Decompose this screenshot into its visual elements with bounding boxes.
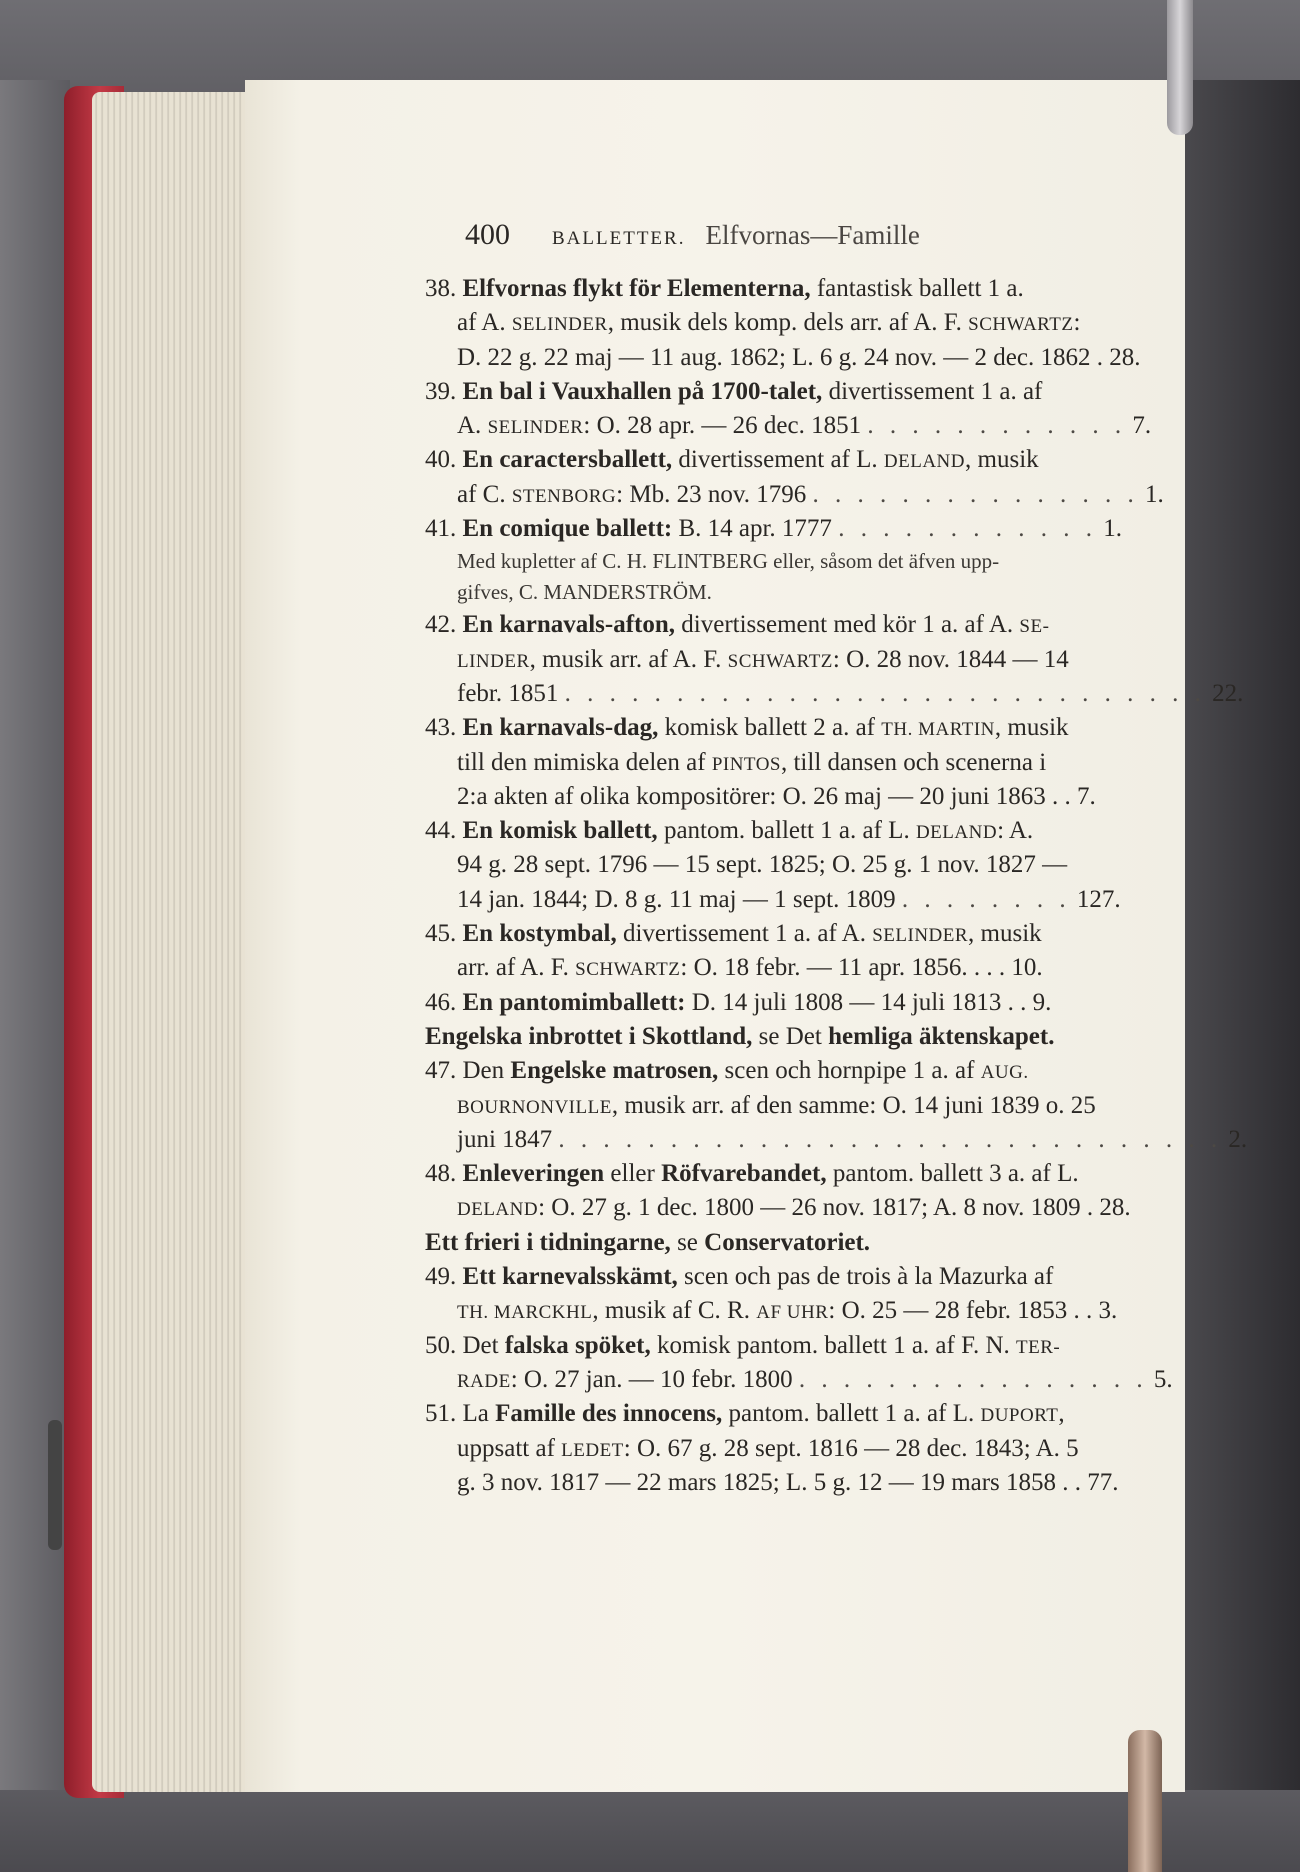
name-text: DELAND [883, 451, 966, 473]
name-text: LINDER [457, 650, 530, 672]
line-text: , musik arr. af den samme: O. 14 juni 1839 o. 25 [611, 1091, 1096, 1119]
entry-line [425, 608, 1230, 642]
title-text: En komisk ballett, [462, 817, 658, 845]
entry-line [425, 272, 1230, 306]
line-text: fantastisk ballett 1 a. [810, 275, 1024, 302]
line-text: : O. 28 nov. 1844 — 14 [832, 645, 1069, 673]
line-text: , musik [994, 714, 1069, 742]
entry-line [425, 917, 1230, 951]
line-text: : O. 27 g. 1 dec. 1800 — 26 nov. 1817; A. 8 nov. 1809 . 28. [538, 1194, 1131, 1222]
line-text: 22. [1205, 679, 1244, 707]
name-text: SELINDER [872, 925, 969, 947]
line-text: , musik [965, 446, 1039, 474]
name-text: SELINDER [487, 417, 584, 439]
title-text: Engelska inbrottet i Skottland, [425, 1022, 753, 1050]
line-text: 49. [425, 1263, 463, 1291]
leader-dots: . . . . . . . . . . . . [838, 515, 1097, 543]
page-subject: Elfvornas—Famille [705, 220, 920, 250]
line-text: se [670, 1228, 705, 1256]
line-text: eller [604, 1160, 662, 1188]
name-text: AUG. [980, 1062, 1029, 1084]
line-text: febr. 1851 [457, 679, 565, 707]
cross-reference-line [425, 1226, 1230, 1260]
line-text: , musik af C. R. [592, 1297, 757, 1325]
name-text: AF UHR [756, 1302, 829, 1324]
note-line [425, 546, 1230, 577]
name-text: SE- [1019, 616, 1050, 638]
page-number: 400 [465, 218, 510, 251]
name-text: TER- [1016, 1336, 1061, 1358]
name-text: TH. MARTIN [881, 719, 995, 741]
leader-dots: . . . . . . . . . . . . [867, 412, 1127, 440]
line-text: : Mb. 23 nov. 1796 [616, 480, 813, 508]
line-text: 47. Den [425, 1057, 511, 1085]
line-text: 1. [1096, 515, 1122, 543]
name-text: SCHWARTZ [575, 959, 681, 981]
entry-line [425, 443, 1230, 477]
line-text: 7. [1126, 412, 1152, 440]
line-text: A. [457, 412, 488, 440]
line-text: 41. [425, 515, 463, 543]
entry-line [425, 1157, 1230, 1191]
title-text: Röfvarebandet, [661, 1160, 827, 1188]
entry-line [425, 375, 1230, 409]
line-text: 51. La [425, 1400, 496, 1428]
entry-line [425, 848, 1230, 882]
line-text: , till dansen och scenerna i [780, 748, 1047, 776]
line-text: uppsatt af [457, 1434, 562, 1462]
name-text: DELAND [915, 822, 998, 844]
entry-line [425, 478, 1230, 512]
line-text: pantom. ballett 3 a. af L. [826, 1160, 1079, 1188]
note-line [425, 577, 1230, 608]
line-text: komisk pantom. ballett 1 a. af F. N. [650, 1331, 1017, 1359]
line-text: 2. [1222, 1125, 1248, 1153]
line-text: 2:a akten af olika kompositörer: O. 26 maj — 20 juni 1863 . . 7. [457, 782, 1096, 810]
entry-line [425, 1329, 1230, 1363]
entry-line [425, 1123, 1248, 1157]
entry-line [425, 306, 1230, 340]
entry-line [425, 643, 1230, 677]
line-text: : O. 67 g. 28 sept. 1816 — 28 dec. 1843; A. 5 [623, 1434, 1079, 1462]
title-text: Enleveringen [462, 1160, 605, 1188]
title-text: Elfvornas flykt för Elementerna, [462, 275, 811, 302]
line-text: 39. [425, 377, 463, 405]
page-edges [92, 92, 252, 1792]
line-text: , [1058, 1400, 1065, 1428]
line-text: gifves, C. MANDERSTRÖM. [457, 580, 712, 605]
entry-line [425, 1089, 1230, 1123]
line-text: pantom. ballett 1 a. af L. [722, 1400, 981, 1428]
entry-list [425, 272, 1248, 1500]
title-text: hemliga äktenskapet. [828, 1022, 1055, 1050]
line-text: arr. af A. F. [457, 954, 576, 982]
entry-line [425, 814, 1230, 848]
leader-dots: . . . . . . . . . . . . . . . . [798, 1365, 1148, 1393]
line-text: divertissement af L. [672, 446, 884, 474]
line-text: , musik [968, 920, 1042, 948]
page-clip-side [48, 1420, 62, 1550]
line-text: 48. [425, 1160, 463, 1188]
entry-line [425, 1466, 1230, 1500]
entry-line [425, 780, 1230, 814]
title-text: En comique ballett: [462, 515, 673, 543]
name-text: TH. MARCKHL [457, 1302, 593, 1324]
line-text: 45. [425, 920, 463, 948]
entry-line [425, 711, 1230, 745]
entry-line [425, 677, 1244, 711]
name-text: DUPORT [980, 1405, 1059, 1427]
line-text: , musik arr. af A. F. [529, 645, 728, 673]
line-text: scen och hornpipe 1 a. af [718, 1057, 981, 1085]
entry-line [425, 746, 1230, 780]
line-text: D. 14 juli 1808 — 14 juli 1813 . . 9. [685, 988, 1052, 1016]
line-text: till den mimiska delen af [457, 748, 712, 776]
line-text: af C. [457, 480, 512, 508]
line-text: 94 g. 28 sept. 1796 — 15 sept. 1825; O. 25 g. 1 nov. 1827 — [457, 851, 1068, 879]
running-title: BALLETTER. [552, 228, 686, 249]
name-text: BOURNONVILLE [457, 1096, 612, 1118]
entry-line [425, 1054, 1230, 1088]
line-text: : [1073, 309, 1081, 337]
line-text: 40. [425, 446, 463, 474]
line-text: 127. [1070, 885, 1121, 913]
title-text: Ett frieri i tidningarne, [425, 1228, 671, 1256]
background-left [0, 80, 70, 1872]
line-text: Med kupletter af C. H. FLINTBERG eller, såsom det äfven upp- [457, 549, 1000, 574]
line-text: 38. [425, 275, 463, 302]
line-text: divertissement 1 a. af [822, 377, 1043, 405]
entry-line [425, 1397, 1230, 1431]
name-text: RADE [457, 1370, 511, 1392]
name-text: DELAND [457, 1199, 539, 1221]
name-text: SCHWARTZ [727, 650, 833, 672]
line-text: pantom. ballett 1 a. af L. [657, 817, 916, 845]
entry-line [425, 883, 1230, 917]
entry-line [425, 409, 1230, 443]
line-text: scen och pas de trois à la Mazurka af [677, 1263, 1054, 1291]
line-text: 44. [425, 817, 463, 845]
title-text: En karnavals-afton, [462, 611, 676, 639]
line-text: 43. [425, 714, 463, 742]
line-text: af A. [457, 309, 512, 337]
leader-dots: . . . . . . . . . . . . . . . . . . . . . . . . . . . . . [564, 679, 1206, 707]
title-text: Ett karnevalsskämt, [462, 1263, 678, 1291]
line-text: D. 22 g. 22 maj — 11 aug. 1862; L. 6 g. 24 nov. — 2 dec. 1862 . 28. [457, 343, 1141, 371]
entry-line [425, 341, 1230, 375]
line-text: g. 3 nov. 1817 — 22 mars 1825; L. 5 g. 12 — 19 mars 1858 . . 77. [457, 1468, 1119, 1496]
line-text: komisk ballett 2 a. af [658, 714, 882, 742]
entry-line [425, 1191, 1230, 1225]
line-text: 42. [425, 611, 463, 639]
background-bottom [0, 1790, 1300, 1872]
title-text: En kostymbal, [462, 920, 617, 948]
entry-line [425, 1294, 1230, 1328]
line-text: B. 14 apr. 1777 [672, 515, 839, 543]
name-text: STENBORG [511, 485, 617, 507]
title-text: falska spöket, [504, 1331, 651, 1359]
page-clip-bottom [1128, 1730, 1162, 1872]
line-text: , musik dels komp. dels arr. af A. F. [607, 309, 969, 337]
title-text: En karnavals-dag, [462, 714, 659, 742]
line-text: 14 jan. 1844; D. 8 g. 11 maj — 1 sept. 1809 [457, 885, 902, 913]
line-text: : O. 18 febr. — 11 apr. 1856. . . . 10. [680, 954, 1043, 982]
cross-reference-line [425, 1020, 1230, 1054]
name-text: PINTOS [711, 753, 781, 775]
entry-line [425, 1260, 1230, 1294]
title-text: En pantomimballett: [462, 988, 686, 1016]
entry-line [425, 1363, 1230, 1397]
line-text: : O. 25 — 28 febr. 1853 . . 3. [828, 1297, 1118, 1325]
line-text: : O. 27 jan. — 10 febr. 1800 [510, 1365, 799, 1393]
line-text: : O. 28 apr. — 26 dec. 1851 [583, 412, 868, 440]
leader-dots: . . . . . . . . [901, 885, 1071, 913]
page-clip-top [1167, 0, 1193, 135]
line-text: 50. Det [425, 1331, 505, 1359]
line-text: juni 1847 [457, 1125, 559, 1153]
title-text: Conservatoriet. [704, 1228, 871, 1256]
entry-line [425, 951, 1230, 985]
title-text: Engelske matrosen, [510, 1057, 719, 1085]
title-text: Famille des innocens, [495, 1400, 723, 1428]
line-text: : A. [997, 817, 1034, 845]
name-text: SCHWARTZ [968, 314, 1074, 336]
line-text: 46. [425, 988, 463, 1016]
page-header [465, 218, 1255, 258]
leader-dots: . . . . . . . . . . . . . . . [812, 480, 1139, 508]
entry-line [425, 512, 1230, 546]
line-text: 5. [1147, 1365, 1173, 1393]
line-text: se Det [752, 1022, 829, 1050]
leader-dots: . . . . . . . . . . . . . . . . . . . . . . . . . . . . . . [558, 1125, 1223, 1153]
line-text: 1. [1138, 480, 1164, 508]
line-text: divertissement med kör 1 a. af A. [675, 611, 1020, 639]
entry-line [425, 986, 1230, 1020]
name-text: SELINDER [511, 314, 608, 336]
title-text: En bal i Vauxhallen på 1700-talet, [462, 377, 823, 405]
line-text: divertissement 1 a. af A. [616, 920, 873, 948]
name-text: LEDET [561, 1439, 624, 1461]
entry-line [425, 1432, 1230, 1466]
title-text: En caractersballett, [462, 446, 673, 474]
